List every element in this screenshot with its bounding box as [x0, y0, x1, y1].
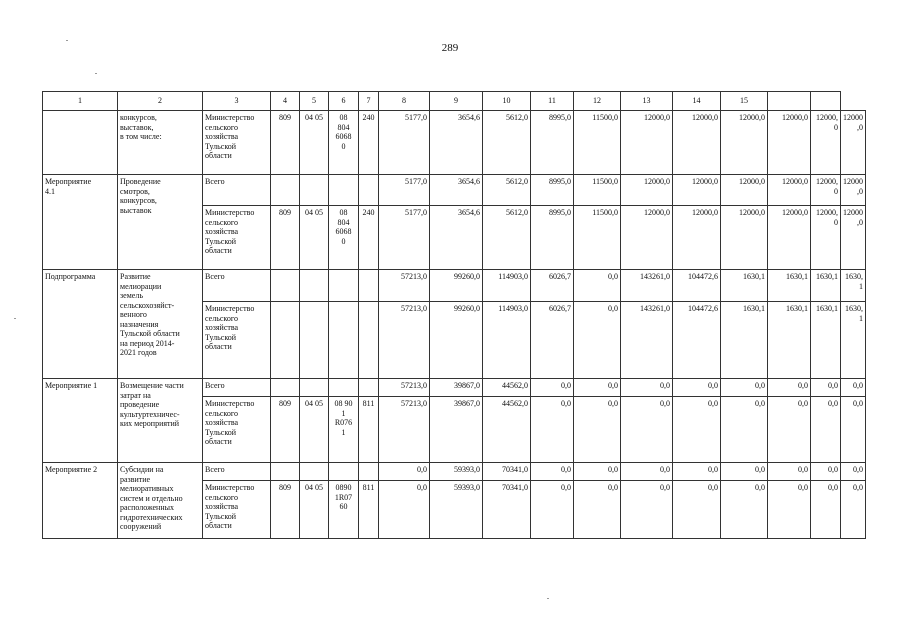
- header-cell: [768, 92, 811, 111]
- header-cell: 1: [43, 92, 118, 111]
- value-cell: 1630,1: [768, 302, 811, 379]
- value-cell: 6026,7: [531, 302, 574, 379]
- value-cell: 0,0: [574, 397, 621, 463]
- value-cell: 0,0: [621, 379, 673, 397]
- executor-cell: Министерство сельского хозяйства Тульской области: [203, 111, 271, 175]
- executor-cell: Всего: [203, 463, 271, 481]
- value-cell: 0,0: [841, 397, 866, 463]
- value-cell: 0,0: [621, 463, 673, 481]
- header-cell: [811, 92, 841, 111]
- expense-type-cell: [359, 463, 379, 481]
- value-cell: 12000 ,0: [841, 206, 866, 270]
- value-cell: 0,0: [379, 463, 430, 481]
- value-cell: 8995,0: [531, 111, 574, 175]
- value-cell: 44562,0: [483, 397, 531, 463]
- value-cell: 1630, 1: [841, 302, 866, 379]
- target-code-cell: [329, 302, 359, 379]
- page-number: 289: [441, 42, 459, 54]
- value-cell: 0,0: [673, 397, 721, 463]
- value-cell: 1630,1: [721, 270, 768, 302]
- value-cell: 12000,0: [621, 175, 673, 206]
- value-cell: 0,0: [841, 463, 866, 481]
- value-cell: 12000,0: [768, 111, 811, 175]
- grbs-cell: [271, 463, 300, 481]
- target-code-cell: [329, 379, 359, 397]
- grbs-cell: 809: [271, 481, 300, 539]
- value-cell: 39867,0: [430, 397, 483, 463]
- expense-type-cell: [359, 175, 379, 206]
- value-cell: 70341,0: [483, 481, 531, 539]
- executor-cell: Министерство сельского хозяйства Тульской области: [203, 397, 271, 463]
- value-cell: 104472,6: [673, 270, 721, 302]
- value-cell: 8995,0: [531, 206, 574, 270]
- scan-speck: [14, 318, 16, 319]
- target-code-cell: [329, 175, 359, 206]
- program-cell: Подпрограмма: [43, 270, 118, 379]
- expense-type-cell: 240: [359, 111, 379, 175]
- table-row: [43, 111, 866, 175]
- value-cell: 12000, 0: [811, 175, 841, 206]
- scan-speck: [547, 598, 549, 599]
- value-cell: 99260,0: [430, 270, 483, 302]
- description-cell: Субсидии на развитие мелиоративных систем и отдельно расположенных гидротехнических сооружений: [118, 463, 203, 539]
- value-cell: 0,0: [721, 463, 768, 481]
- value-cell: 57213,0: [379, 379, 430, 397]
- value-cell: 59393,0: [430, 481, 483, 539]
- table-row: [43, 270, 866, 302]
- header-cell: 15: [721, 92, 768, 111]
- value-cell: 5612,0: [483, 175, 531, 206]
- expense-type-cell: 811: [359, 481, 379, 539]
- program-cell: Мероприятие 1: [43, 379, 118, 463]
- value-cell: 12000,0: [621, 111, 673, 175]
- value-cell: 57213,0: [379, 302, 430, 379]
- header-cell: 8: [379, 92, 430, 111]
- value-cell: 0,0: [841, 481, 866, 539]
- value-cell: 59393,0: [430, 463, 483, 481]
- header-cell: 3: [203, 92, 271, 111]
- value-cell: 0,0: [673, 463, 721, 481]
- header-cell: 7: [359, 92, 379, 111]
- value-cell: 0,0: [531, 379, 574, 397]
- executor-cell: Министерство сельского хозяйства Тульской области: [203, 302, 271, 379]
- value-cell: 0,0: [811, 481, 841, 539]
- grbs-cell: [271, 302, 300, 379]
- value-cell: 3654,6: [430, 175, 483, 206]
- value-cell: 1630, 1: [841, 270, 866, 302]
- section-cell: [300, 270, 329, 302]
- scan-speck: [95, 73, 97, 74]
- program-cell: [43, 111, 118, 175]
- expense-type-cell: [359, 302, 379, 379]
- value-cell: 6026,7: [531, 270, 574, 302]
- grbs-cell: [271, 175, 300, 206]
- value-cell: 12000 ,0: [841, 175, 866, 206]
- expense-type-cell: 811: [359, 397, 379, 463]
- value-cell: 12000,0: [721, 175, 768, 206]
- description-cell: Проведение смотров, конкурсов, выставок: [118, 175, 203, 270]
- value-cell: 11500,0: [574, 206, 621, 270]
- value-cell: 44562,0: [483, 379, 531, 397]
- value-cell: 12000,0: [721, 206, 768, 270]
- table-row: [43, 175, 866, 206]
- expense-type-cell: [359, 270, 379, 302]
- value-cell: 57213,0: [379, 397, 430, 463]
- program-cell: Мероприятие 4.1: [43, 175, 118, 270]
- header-row: [43, 92, 866, 111]
- value-cell: 114903,0: [483, 270, 531, 302]
- executor-cell: Министерство сельского хозяйства Тульской области: [203, 206, 271, 270]
- value-cell: 12000,0: [721, 111, 768, 175]
- value-cell: 12000,0: [673, 175, 721, 206]
- section-cell: 04 05: [300, 397, 329, 463]
- header-cell: 10: [483, 92, 531, 111]
- scan-speck: [66, 40, 68, 41]
- value-cell: 70341,0: [483, 463, 531, 481]
- header-cell: 9: [430, 92, 483, 111]
- value-cell: 0,0: [574, 481, 621, 539]
- value-cell: 0,0: [673, 481, 721, 539]
- grbs-cell: 809: [271, 111, 300, 175]
- executor-cell: Всего: [203, 379, 271, 397]
- value-cell: 12000,0: [673, 206, 721, 270]
- executor-cell: Всего: [203, 175, 271, 206]
- header-cell: 13: [621, 92, 673, 111]
- grbs-cell: [271, 379, 300, 397]
- target-code-cell: [329, 270, 359, 302]
- value-cell: 0,0: [574, 302, 621, 379]
- section-cell: 04 05: [300, 206, 329, 270]
- value-cell: 0,0: [531, 481, 574, 539]
- description-cell: Возмещение части затрат на проведение культуртехничес- ких мероприятий: [118, 379, 203, 463]
- grbs-cell: 809: [271, 397, 300, 463]
- section-cell: 04 05: [300, 481, 329, 539]
- executor-cell: Всего: [203, 270, 271, 302]
- section-cell: [300, 302, 329, 379]
- value-cell: 0,0: [841, 379, 866, 397]
- grbs-cell: 809: [271, 206, 300, 270]
- value-cell: 0,0: [379, 481, 430, 539]
- value-cell: 12000,0: [768, 175, 811, 206]
- expense-type-cell: [359, 379, 379, 397]
- value-cell: 0,0: [721, 379, 768, 397]
- description-cell: конкурсов, выставок, в том числе:: [118, 111, 203, 175]
- value-cell: 57213,0: [379, 270, 430, 302]
- target-code-cell: 08 804 6068 0: [329, 111, 359, 175]
- value-cell: 12000,0: [768, 206, 811, 270]
- value-cell: 114903,0: [483, 302, 531, 379]
- value-cell: 5612,0: [483, 206, 531, 270]
- value-cell: 1630,1: [721, 302, 768, 379]
- target-code-cell: 08 90 1 R076 1: [329, 397, 359, 463]
- value-cell: 11500,0: [574, 111, 621, 175]
- value-cell: 12000, 0: [811, 206, 841, 270]
- value-cell: 8995,0: [531, 175, 574, 206]
- value-cell: 12000, 0: [811, 111, 841, 175]
- value-cell: 5177,0: [379, 111, 430, 175]
- header-cell: 12: [574, 92, 621, 111]
- header-cell: 11: [531, 92, 574, 111]
- value-cell: 12000 ,0: [841, 111, 866, 175]
- value-cell: 0,0: [768, 481, 811, 539]
- value-cell: 0,0: [574, 379, 621, 397]
- section-cell: [300, 379, 329, 397]
- value-cell: 0,0: [531, 397, 574, 463]
- value-cell: 1630,1: [768, 270, 811, 302]
- value-cell: 0,0: [574, 463, 621, 481]
- executor-cell: Министерство сельского хозяйства Тульской области: [203, 481, 271, 539]
- value-cell: 0,0: [768, 379, 811, 397]
- value-cell: 0,0: [768, 397, 811, 463]
- header-cell: 6: [329, 92, 359, 111]
- program-cell: Мероприятие 2: [43, 463, 118, 539]
- value-cell: 0,0: [811, 463, 841, 481]
- target-code-cell: 0890 1R07 60: [329, 481, 359, 539]
- value-cell: 12000,0: [673, 111, 721, 175]
- value-cell: 143261,0: [621, 270, 673, 302]
- table-row: [43, 379, 866, 397]
- value-cell: 1630,1: [811, 270, 841, 302]
- value-cell: 0,0: [673, 379, 721, 397]
- expense-type-cell: 240: [359, 206, 379, 270]
- value-cell: 5177,0: [379, 175, 430, 206]
- value-cell: 3654,6: [430, 206, 483, 270]
- grbs-cell: [271, 270, 300, 302]
- value-cell: 1630,1: [811, 302, 841, 379]
- value-cell: 39867,0: [430, 379, 483, 397]
- value-cell: 0,0: [531, 463, 574, 481]
- value-cell: 0,0: [721, 481, 768, 539]
- value-cell: 0,0: [811, 379, 841, 397]
- description-cell: Развитие мелиорации земель сельскохозяйст- венного назначения Тульской области на период 2014- 2021 годов: [118, 270, 203, 379]
- value-cell: 0,0: [621, 397, 673, 463]
- header-cell: 4: [271, 92, 300, 111]
- section-cell: 04 05: [300, 111, 329, 175]
- value-cell: 0,0: [768, 463, 811, 481]
- value-cell: 104472,6: [673, 302, 721, 379]
- section-cell: [300, 175, 329, 206]
- target-code-cell: 08 804 6068 0: [329, 206, 359, 270]
- value-cell: 0,0: [811, 397, 841, 463]
- section-cell: [300, 463, 329, 481]
- table-row: [43, 463, 866, 481]
- budget-table: [42, 91, 866, 539]
- value-cell: 0,0: [621, 481, 673, 539]
- value-cell: 12000,0: [621, 206, 673, 270]
- value-cell: 0,0: [721, 397, 768, 463]
- value-cell: 3654,6: [430, 111, 483, 175]
- header-cell: 14: [673, 92, 721, 111]
- value-cell: 5612,0: [483, 111, 531, 175]
- value-cell: 0,0: [574, 270, 621, 302]
- value-cell: 143261,0: [621, 302, 673, 379]
- target-code-cell: [329, 463, 359, 481]
- header-cell: 5: [300, 92, 329, 111]
- header-cell: 2: [118, 92, 203, 111]
- value-cell: 5177,0: [379, 206, 430, 270]
- value-cell: 11500,0: [574, 175, 621, 206]
- value-cell: 99260,0: [430, 302, 483, 379]
